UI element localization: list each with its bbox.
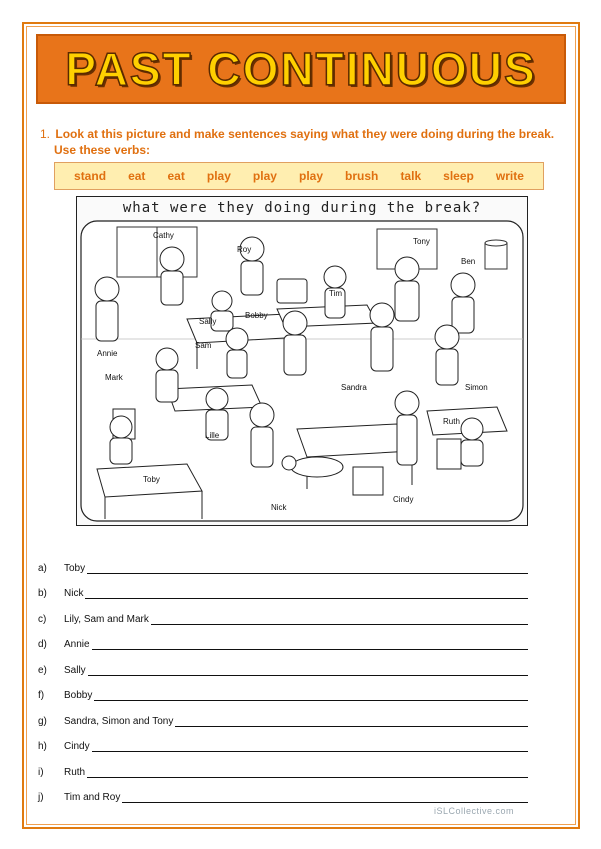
exercise-instruction xyxy=(40,126,560,158)
picture-caption: what were they doing during the break? xyxy=(122,200,482,216)
question-row xyxy=(38,599,528,625)
question-prompt: Nick xyxy=(64,588,84,599)
title-banner xyxy=(36,34,566,104)
question-letter: i) xyxy=(38,766,44,778)
watermark: iSLCollective.com xyxy=(434,806,515,816)
question-prompt: Annie xyxy=(64,639,90,650)
classroom-illustration xyxy=(76,196,528,526)
verb-item: play xyxy=(298,169,323,183)
verb-item: talk xyxy=(400,169,422,183)
question-prompt: Sally xyxy=(64,664,86,676)
picture-label: Tim xyxy=(329,289,343,298)
question-letter: a) xyxy=(38,562,47,574)
question-letter: h) xyxy=(38,741,47,752)
verb-item: play xyxy=(252,169,277,183)
question-letter: d) xyxy=(38,639,47,650)
picture-label: Ben xyxy=(461,257,476,266)
answer-line[interactable] xyxy=(87,564,528,574)
answer-line[interactable] xyxy=(92,742,528,752)
picture-label: Bobby xyxy=(245,311,268,320)
answer-line[interactable] xyxy=(88,666,528,676)
answer-line[interactable] xyxy=(85,589,528,599)
question-prompt: Cindy xyxy=(64,741,90,752)
question-row xyxy=(38,548,528,574)
instruction-line-2: Use these verbs: xyxy=(54,143,151,157)
question-row xyxy=(38,574,528,600)
page-title: PAST CONTINUOUS xyxy=(65,43,537,95)
verb-item: play xyxy=(206,169,231,183)
picture-label: Tony xyxy=(413,237,430,246)
verb-list-box xyxy=(54,162,544,190)
verb-item: eat xyxy=(167,169,185,183)
picture-label: Roy xyxy=(237,245,252,254)
question-row xyxy=(38,650,528,676)
answer-line[interactable] xyxy=(175,717,528,727)
question-letter: j) xyxy=(38,792,44,803)
verb-item: write xyxy=(495,169,524,183)
question-letter: b) xyxy=(38,588,47,599)
question-list xyxy=(38,548,528,803)
picture-label: Sandra xyxy=(341,383,367,392)
question-prompt: Sandra, Simon and Tony xyxy=(64,715,174,727)
answer-line[interactable] xyxy=(151,615,528,625)
picture-label: Sam xyxy=(195,341,212,350)
answer-line[interactable] xyxy=(87,768,528,778)
verb-item: brush xyxy=(345,169,379,183)
answer-line[interactable] xyxy=(94,691,528,701)
verb-item: sleep xyxy=(443,169,474,183)
question-letter: e) xyxy=(38,664,47,676)
answer-line[interactable] xyxy=(122,793,528,803)
question-row xyxy=(38,625,528,651)
question-prompt: Lily, Sam and Mark xyxy=(64,613,149,625)
picture-label: Lille xyxy=(205,431,220,440)
question-row xyxy=(38,701,528,727)
picture-label: Toby xyxy=(143,475,160,484)
picture-label: Sally xyxy=(199,317,217,326)
verb-item: eat xyxy=(128,169,146,183)
picture-label: Nick xyxy=(271,503,287,512)
picture-label: Mark xyxy=(105,373,123,382)
answer-line[interactable] xyxy=(92,640,528,650)
exercise-number: 1. xyxy=(40,127,51,141)
question-row xyxy=(38,676,528,702)
question-letter: c) xyxy=(38,613,47,625)
question-row xyxy=(38,778,528,804)
question-prompt: Bobby xyxy=(64,690,93,701)
picture-label: Simon xyxy=(465,383,488,392)
question-prompt: Tim and Roy xyxy=(64,792,121,803)
instruction-line-1: Look at this picture and make sentences saying what they were doing during the break. xyxy=(55,127,555,141)
picture-label: Ruth xyxy=(443,417,460,426)
verb-item: stand xyxy=(74,169,107,183)
question-letter: g) xyxy=(38,715,47,727)
question-row xyxy=(38,752,528,778)
question-prompt: Ruth xyxy=(64,766,86,778)
picture-label: Cathy xyxy=(153,231,174,240)
question-row xyxy=(38,727,528,753)
question-prompt: Toby xyxy=(64,562,86,574)
picture-label: Annie xyxy=(97,349,118,358)
picture-label: Cindy xyxy=(393,495,414,504)
question-letter: f) xyxy=(38,690,45,701)
